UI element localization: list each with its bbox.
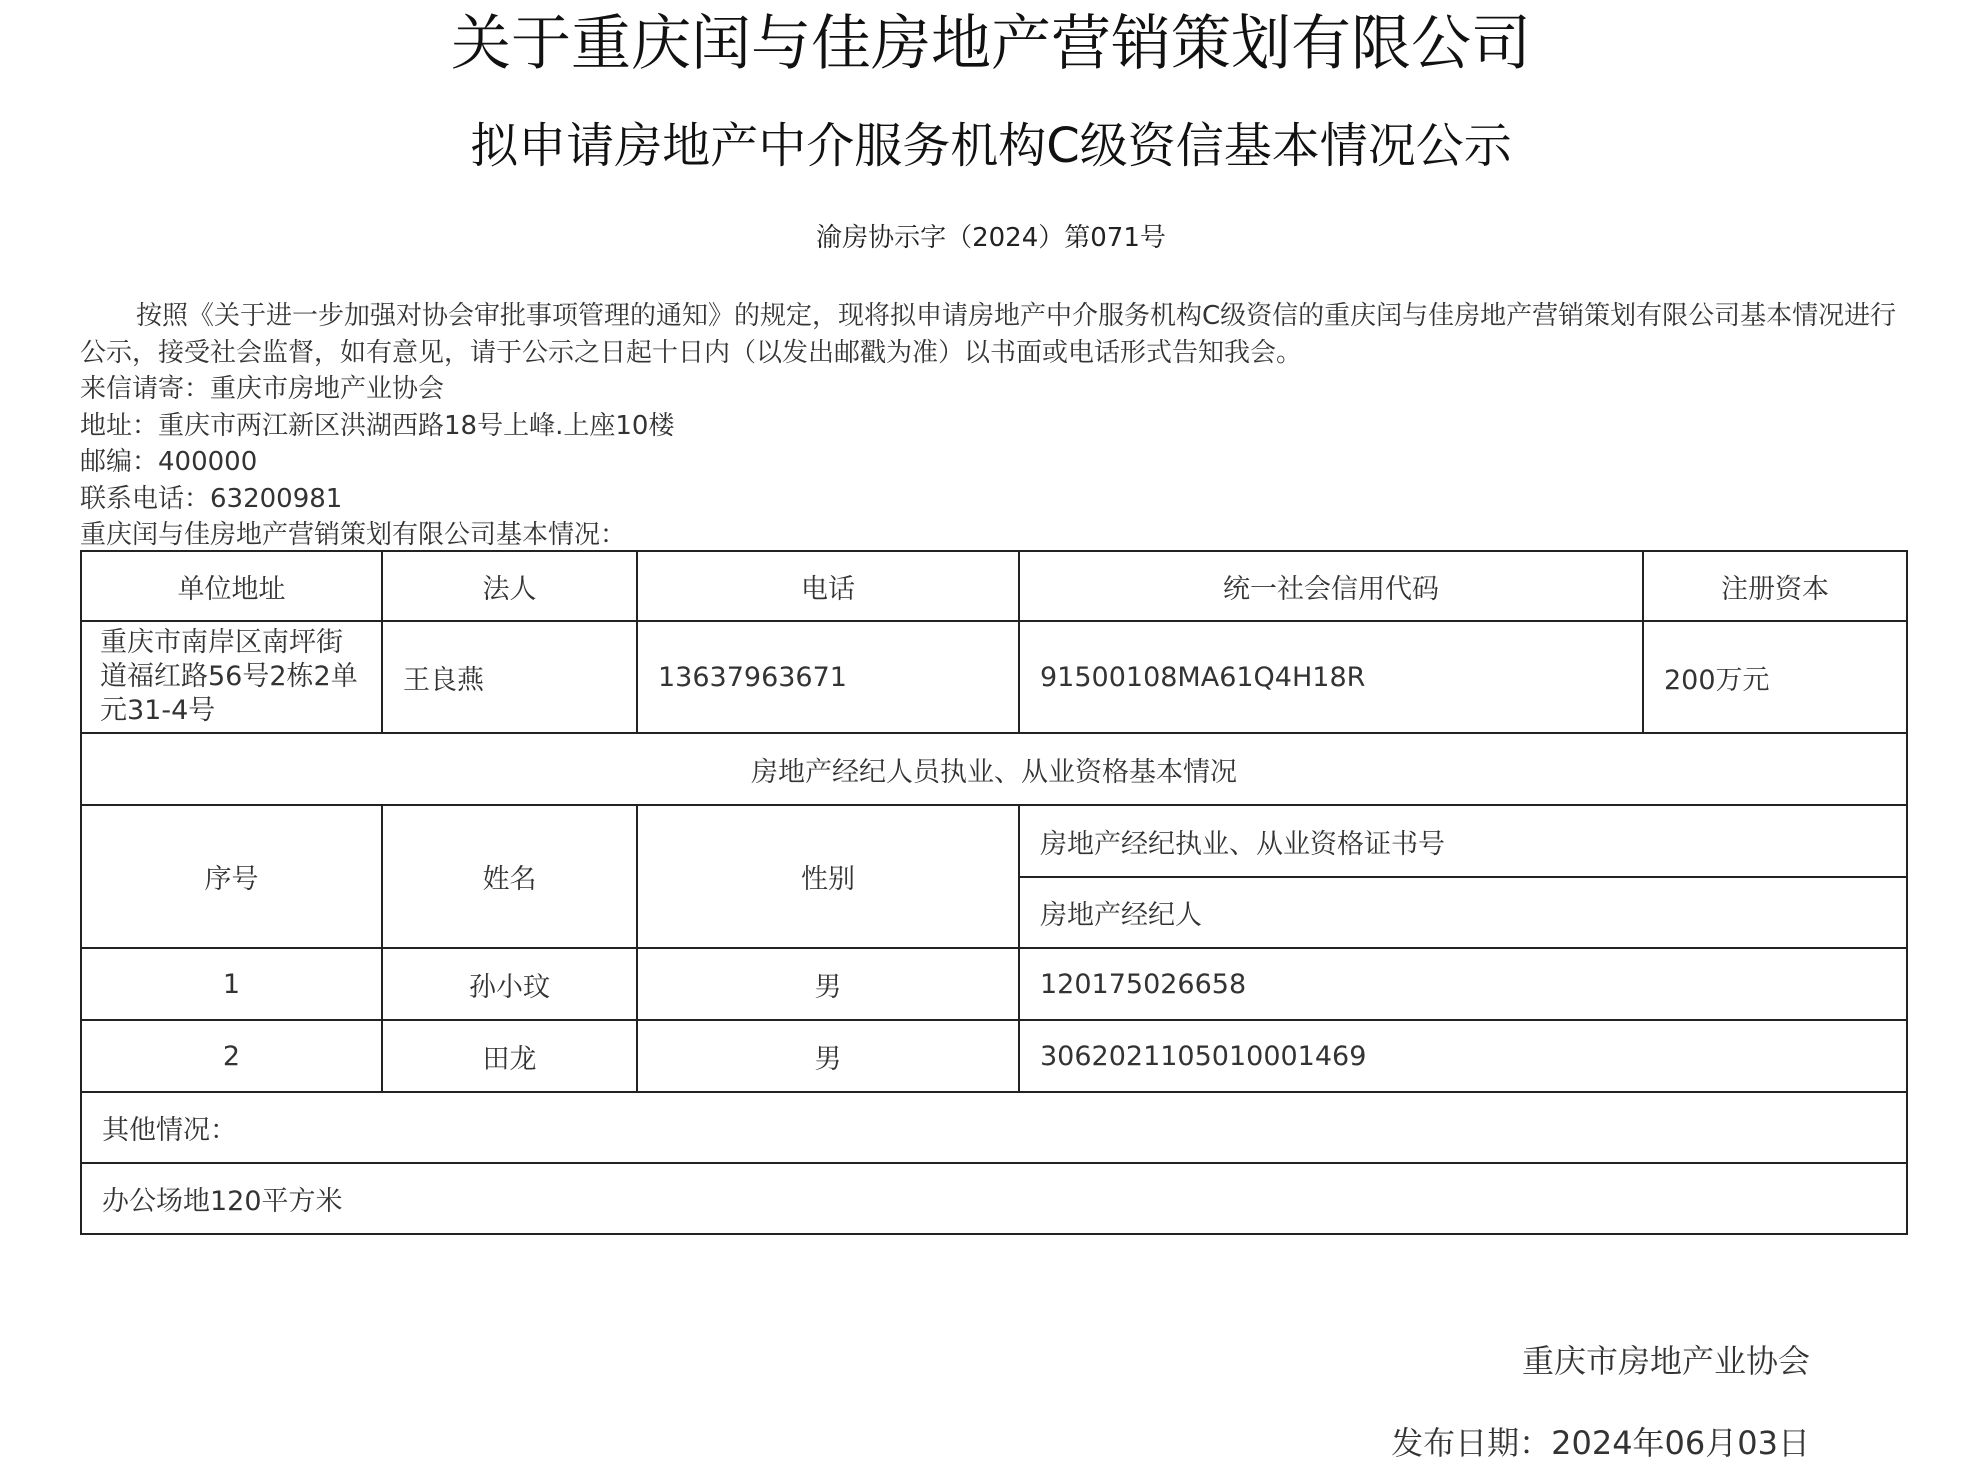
company-phone: 13637963671 (637, 621, 1019, 733)
header-certificate-sub: 房地产经纪人 (1019, 877, 1907, 948)
agent-name: 孙小玟 (382, 948, 637, 1020)
header-gender: 性别 (637, 805, 1019, 948)
header-name: 姓名 (382, 805, 637, 948)
header-capital: 注册资本 (1643, 551, 1907, 621)
agent-gender: 男 (637, 948, 1019, 1020)
phone-line: 联系电话：63200981 (80, 483, 343, 514)
agent-name: 田龙 (382, 1020, 637, 1092)
agent-index: 1 (81, 948, 382, 1020)
address-line: 地址：重庆市两江新区洪湖西路18号上峰.上座10楼 (80, 410, 675, 441)
header-address: 单位地址 (81, 551, 382, 621)
agent-index: 2 (81, 1020, 382, 1092)
document-subtitle: 拟申请房地产中介服务机构C级资信基本情况公示 (470, 118, 1512, 174)
header-legal-person: 法人 (382, 551, 637, 621)
agent-certificate: 3062021105010001469 (1019, 1020, 1907, 1092)
company-address: 重庆市南岸区南坪街道福红路56号2栋2单元31-4号 (81, 621, 382, 733)
other-value-row (81, 1163, 1907, 1234)
agents-section-row (81, 733, 1907, 805)
company-capital: 200万元 (1643, 621, 1907, 733)
other-value: 办公场地120平方米 (81, 1163, 1907, 1234)
agent-header-row (81, 805, 1907, 877)
notice-body (80, 298, 1910, 554)
header-certificate: 房地产经纪执业、从业资格证书号 (1019, 805, 1907, 877)
header-credit-code: 统一社会信用代码 (1019, 551, 1643, 621)
postcode-line: 邮编：400000 (80, 447, 258, 477)
document-title: 关于重庆闰与佳房地产营销策划有限公司 (451, 9, 1531, 79)
company-header-row (81, 551, 1907, 621)
agents-section-title: 房地产经纪人员执业、从业资格基本情况 (81, 733, 1907, 805)
notice-paragraph: 按照《关于进一步加强对协会审批事项管理的通知》的规定，现将拟申请房地产中介服务机构C级资信的重庆闰与佳房地产营销策划有限公司基本情况进行公示，接受社会监督，如有意见，请于公示之日起十日内（以发出邮戳为准）以书面或电话形式告知我会。 (80, 301, 1897, 368)
company-credit-code: 91500108MA61Q4H18R (1019, 621, 1643, 733)
company-row (81, 621, 1907, 733)
agent-certificate: 120175026658 (1019, 948, 1907, 1020)
publish-date: 发布日期：2024年06月03日 (1391, 1424, 1810, 1462)
issuing-organization: 重庆市房地产业协会 (1521, 1342, 1810, 1380)
company-legal-person: 王良燕 (382, 621, 637, 733)
header-index: 序号 (81, 805, 382, 948)
table-row (81, 1020, 1907, 1092)
mail-to-line: 来信请寄：重庆市房地产业协会 (80, 374, 445, 404)
other-label: 其他情况： (81, 1092, 1907, 1163)
table-row (81, 948, 1907, 1020)
other-label-row (81, 1092, 1907, 1163)
agent-gender: 男 (637, 1020, 1019, 1092)
basic-info-label: 重庆闰与佳房地产营销策划有限公司基本情况： (80, 520, 627, 550)
header-phone: 电话 (637, 551, 1019, 621)
info-table (80, 550, 1908, 1235)
document-number: 渝房协示字（2024）第071号 (816, 223, 1166, 253)
